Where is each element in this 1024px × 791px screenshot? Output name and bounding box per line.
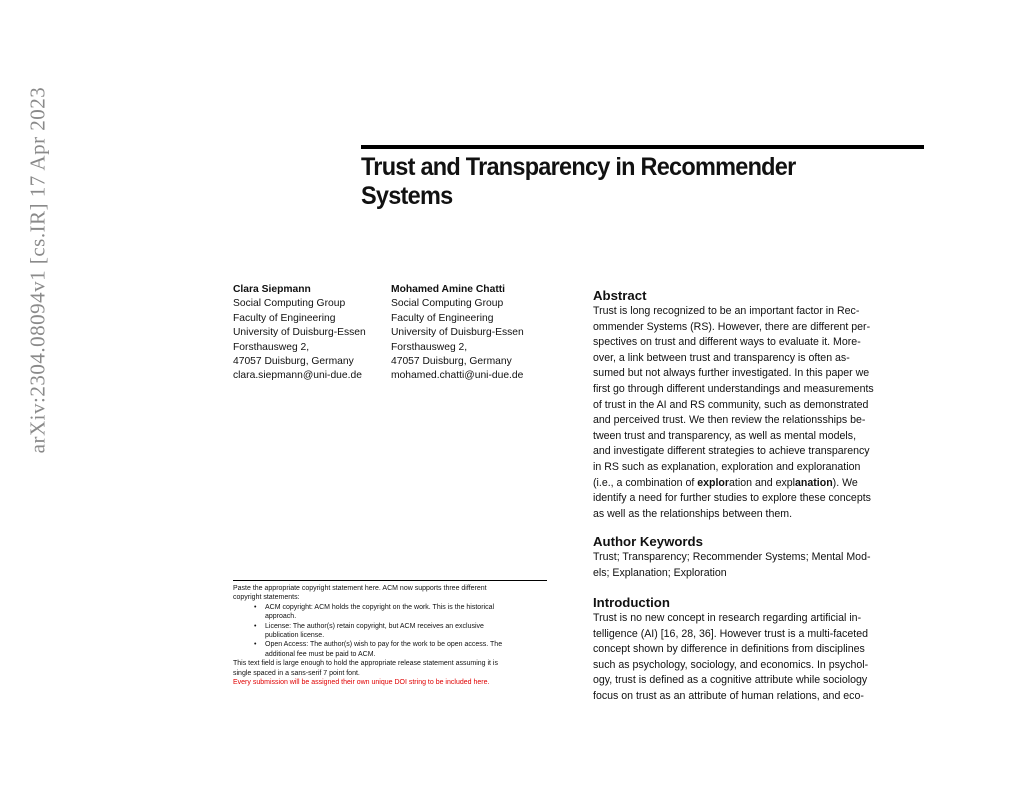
copyright-bullet	[263, 622, 547, 641]
author-affiliation-line: Forsthausweg 2,	[233, 341, 310, 353]
introduction-body	[593, 611, 911, 705]
text-span: ation and expl	[729, 476, 795, 489]
abstract-line: tween trust and transparency, as well as mental models,	[593, 429, 857, 442]
paper-title	[361, 153, 850, 211]
abstract-heading: Abstract	[593, 288, 647, 303]
introduction-line: focus on trust as an attribute of human relations, and eco-	[593, 689, 864, 702]
copyright-text-line: copyright statements:	[233, 594, 300, 602]
bold-explor: explor	[697, 476, 730, 489]
abstract-line: Trust is long recognized to be an important factor in Rec-	[593, 305, 860, 317]
introduction-line: ogy, trust is defined as a cognitive attribute while sociology	[593, 674, 868, 687]
keywords-body	[593, 550, 911, 581]
abstract-line: and investigate different strategies to achieve transparency	[593, 445, 870, 458]
abstract-body	[593, 304, 911, 522]
introduction-line: telligence (AI) [16, 28, 36]. However trust is a multi-faceted	[593, 627, 868, 640]
abstract-line: sumed but not always further investigated. In this paper we	[593, 367, 870, 380]
author-affiliation-line: Faculty of Engineering	[391, 312, 494, 324]
copyright-bullet-line: • License: The author(s) retain copyright, but ACM receives an exclusive	[265, 622, 484, 630]
author-affiliation-line: Forsthausweg 2,	[391, 341, 468, 353]
copyright-bullet-list	[233, 603, 547, 659]
author-block-2	[391, 283, 524, 384]
abstract-line: over, a link between trust and transparency is often as-	[593, 351, 850, 364]
copyright-box	[233, 580, 547, 687]
author-affiliation-line: Faculty of Engineering	[233, 312, 336, 324]
author-name: Mohamed Amine Chatti	[391, 284, 506, 295]
author-affiliation-line: Social Computing Group	[391, 298, 504, 310]
doi-notice: Every submission will be assigned their own unique DOI string to be included here.	[233, 679, 490, 687]
copyright-bullet-line: additional fee must be paid to ACM.	[265, 650, 376, 658]
title-rule	[361, 145, 924, 149]
abstract-line: of trust in the AI and RS community, such as demonstrated	[593, 398, 869, 411]
author-email: clara.siepmann@uni-due.de	[233, 370, 362, 382]
author-email: mohamed.chatti@uni-due.de	[391, 370, 524, 382]
author-affiliation-line: 47057 Duisburg, Germany	[233, 356, 354, 368]
introduction-section	[593, 594, 911, 705]
copyright-text-line: Paste the appropriate copyright statement here. ACM now supports three different	[233, 585, 487, 592]
title-line-2: Systems	[361, 182, 453, 210]
abstract-line: ommender Systems (RS). However, there are different per-	[593, 320, 871, 333]
keywords-line: els; Explanation; Exploration	[593, 566, 727, 579]
introduction-line: Trust is no new concept in research regarding artificial in-	[593, 612, 862, 624]
copyright-text-line: This text field is large enough to hold the appropriate release statement assuming it is	[233, 660, 498, 668]
author-affiliation-line: University of Duisburg-Essen	[233, 327, 366, 339]
keywords-line: Trust; Transparency; Recommender Systems; Mental Mod-	[593, 551, 871, 563]
copyright-bullet-line: • ACM copyright: ACM holds the copyright on the work. This is the historical	[265, 603, 495, 611]
bold-anation: anation	[795, 476, 833, 489]
copyright-bullet-line: publication license.	[265, 632, 325, 640]
copyright-bullet-line: • Open Access: The author(s) wish to pay for the work to be open access. The	[265, 641, 503, 649]
copyright-bullet	[263, 603, 547, 622]
author-affiliation-line: 47057 Duisburg, Germany	[391, 356, 512, 368]
text-span: ). We	[832, 476, 858, 489]
introduction-line: such as psychology, sociology, and economics. In psychol-	[593, 658, 869, 671]
abstract-line: first go through different understandings and measurements	[593, 382, 874, 395]
introduction-line: concept shown by difference in definitions from disciplines	[593, 643, 865, 656]
copyright-bullet	[263, 640, 547, 659]
title-line-1: Trust and Transparency in Recommender	[361, 153, 796, 181]
introduction-heading: Introduction	[593, 595, 670, 610]
author-affiliation-line: Social Computing Group	[233, 298, 346, 310]
text-span: (i.e., a combination of	[593, 476, 698, 489]
author-name: Clara Siepmann	[233, 284, 311, 295]
keywords-heading: Author Keywords	[593, 534, 703, 549]
abstract-line: spectives on trust and different ways to evaluate it. More-	[593, 336, 861, 349]
copyright-bullet-line: approach.	[265, 613, 297, 621]
abstract-section	[593, 287, 911, 522]
abstract-line: in RS such as explanation, exploration and exploranation	[593, 460, 861, 473]
abstract-line: as well as the relationships between them.	[593, 507, 793, 520]
author-affiliation-line: University of Duisburg-Essen	[391, 327, 524, 339]
abstract-line: and perceived trust. We then review the relationsships be-	[593, 414, 866, 427]
arxiv-identifier-stamp: arXiv:2304.08094v1 [cs.IR] 17 Apr 2023	[25, 86, 50, 454]
abstract-line: identify a need for further studies to explore these concepts	[593, 492, 871, 505]
author-block-1	[233, 283, 366, 384]
keywords-section	[593, 533, 911, 581]
abstract-line-exploranation	[593, 476, 911, 492]
copyright-text-line: single spaced in a sans-serif 7 point font.	[233, 669, 360, 677]
